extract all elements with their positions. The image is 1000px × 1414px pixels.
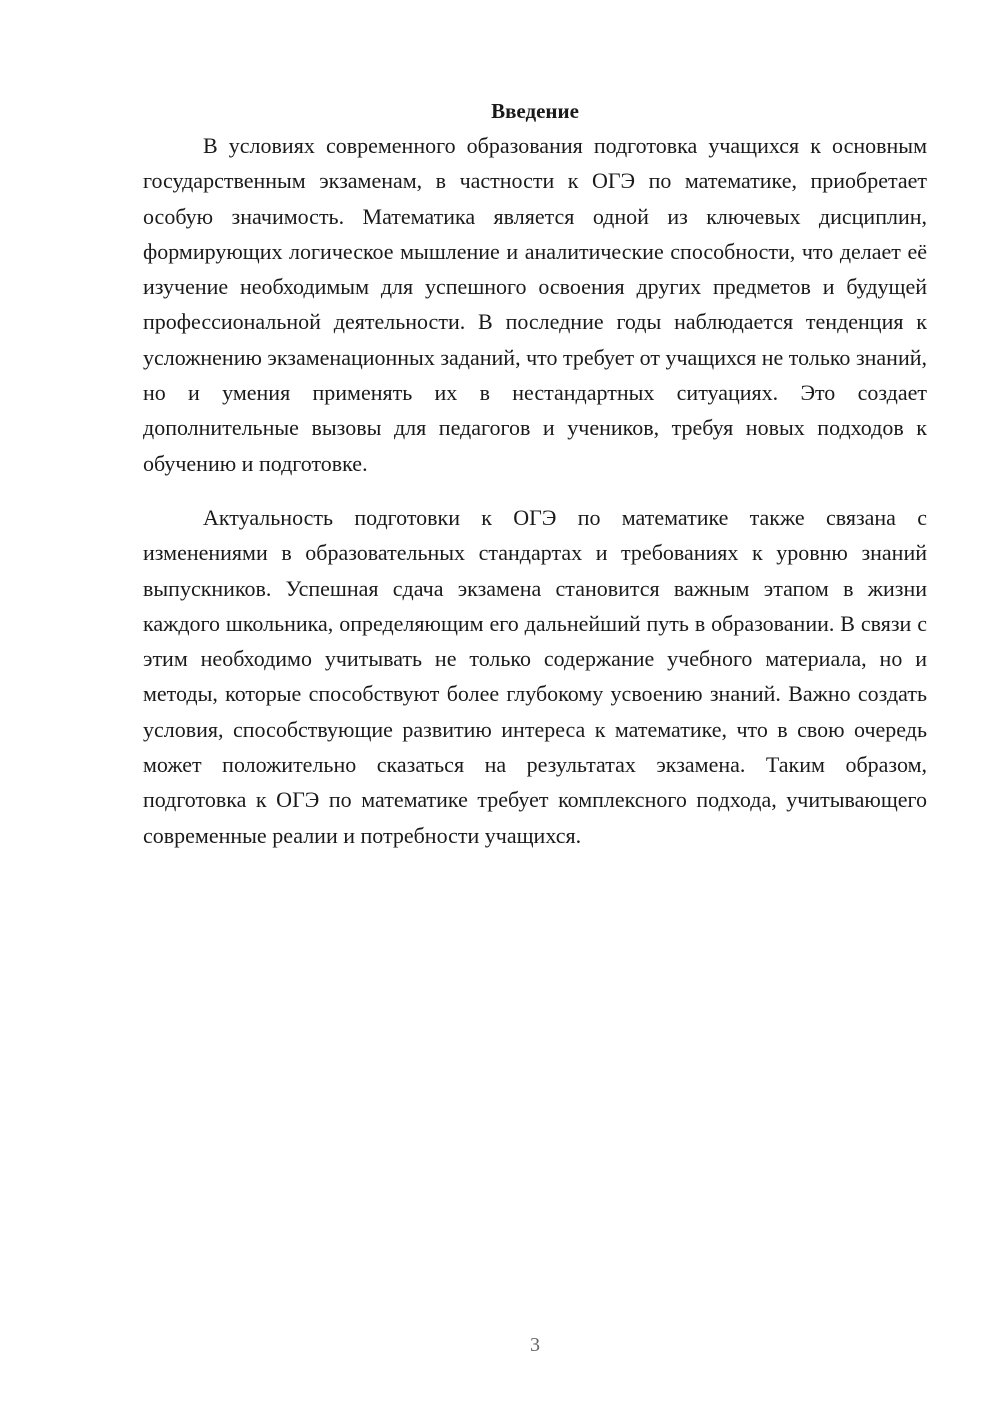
page-number: 3: [530, 1334, 540, 1356]
paragraph-2: Актуальность подготовки к ОГЭ по математике также связана с изменениями в образовательных стандартах и требованиях к уровню знаний выпускников. Успешная сдача экзамена становится важным этапом в жизни каждого школьника, определяющим его дальнейший путь в образовании. В связи с этим необходимо учитывать не только содержание учебного материала, но и методы, которые способствуют более глубокому усвоению знаний. Важно создать условия, способствующие развитию интереса к математике, что в свою очередь может положительно сказаться на результатах экзамена. Таким образом, подготовка к ОГЭ по математике требует комплексного подхода, учитывающего современные реалии и потребности учащихся.: [143, 504, 927, 848]
section-heading: Введение: [491, 99, 579, 123]
document-page: [143, 96, 927, 853]
paragraph-1: В условиях современного образования подготовка учащихся к основным государственным экзаменам, в частности к ОГЭ по математике, приобретает особую значимость. Математика является одной из ключевых дисциплин, формирующих логическое мышление и аналитические способности, что делает её изучение необходимым для успешного освоения других предметов и будущей профессиональной деятельности. В последние годы наблюдается тенденция к усложнению экзаменационных заданий, что требует от учащихся не только знаний, но и умения применять их в нестандартных ситуациях. Это создает дополнительные вызовы для педагогов и учеников, требуя новых подходов к обучению и подготовке.: [143, 133, 927, 476]
